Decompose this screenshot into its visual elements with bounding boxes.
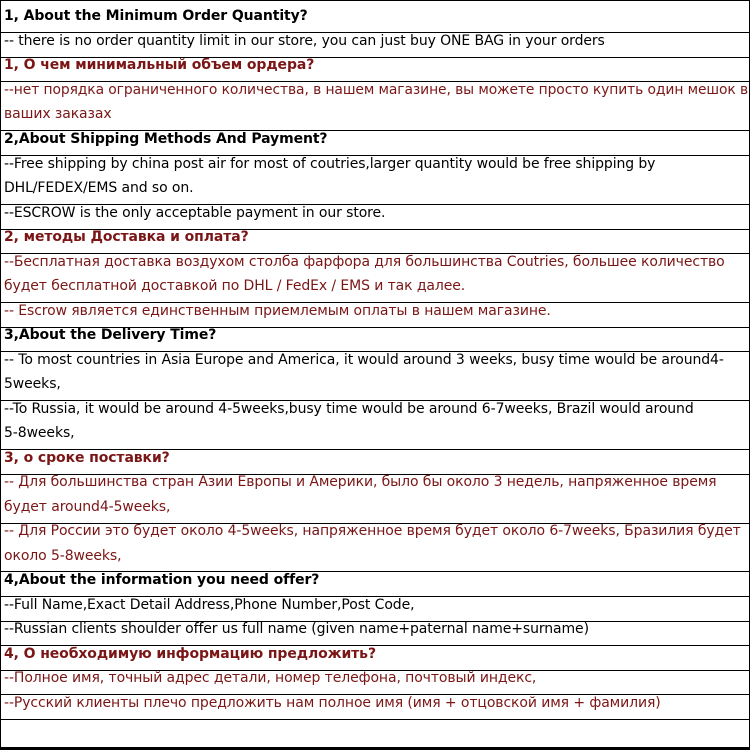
faq-row xyxy=(1,695,749,720)
faq-row xyxy=(1,352,749,401)
section-heading: 2, методы Доставка и оплата? xyxy=(4,229,249,245)
faq-row xyxy=(1,475,749,524)
faq-row xyxy=(1,254,749,303)
faq-row xyxy=(1,1,749,33)
paragraph-line: --Бесплатная доставка воздухом столба фарфора для большинства Coutries, большее количество xyxy=(4,254,725,270)
paragraph-line: --Полное имя, точный адрес детали, номер телефона, почтовый индекс, xyxy=(4,670,537,686)
paragraph-line: --Free shipping by china post air for most of coutries,larger quantity would be free shipping by xyxy=(4,156,656,172)
paragraph-line: ваших заказах xyxy=(4,106,112,122)
section-heading: 1, About the Minimum Order Quantity? xyxy=(4,8,308,24)
paragraph-line: --To Russia, it would be around 4-5weeks,busy time would be around 6-7weeks, Brazil would around xyxy=(4,401,694,417)
paragraph-line: --нет порядка ограниченного количества, в нашем магазине, вы можете просто купить один мешок в xyxy=(4,82,749,98)
paragraph-line: -- To most countries in Asia Europe and America, it would around 3 weeks, busy time would be around4- xyxy=(4,352,724,368)
faq-row xyxy=(1,33,749,58)
paragraph-line: -- there is no order quantity limit in our store, you can just buy ONE BAG in your orders xyxy=(4,33,605,49)
faq-row xyxy=(1,572,749,597)
faq-row xyxy=(1,646,749,671)
section-heading: 1, О чем минимальный объем ордера? xyxy=(4,57,315,73)
faq-row xyxy=(1,82,749,131)
faq-row xyxy=(1,597,749,622)
faq-row xyxy=(1,622,749,646)
paragraph-line: 5weeks, xyxy=(4,376,61,392)
paragraph-line: --Русский клиенты плечо предложить нам полное имя (имя + отцовской имя + фамилия) xyxy=(4,695,661,711)
faq-row xyxy=(1,131,749,156)
section-heading: 3, о сроке поставки? xyxy=(4,450,170,466)
faq-row xyxy=(1,205,749,230)
paragraph-line: --Full Name,Exact Detail Address,Phone Number,Post Code, xyxy=(4,597,415,613)
paragraph-line: --Russian clients shoulder offer us full name (given name+paternal name+surname) xyxy=(4,621,589,637)
faq-row xyxy=(1,524,749,572)
paragraph-line: около 5-8weeks, xyxy=(4,548,122,564)
paragraph-line: DHL/FEDEX/EMS and so on. xyxy=(4,180,194,196)
section-heading: 4, О необходимую информацию предложить? xyxy=(4,646,376,662)
faq-row xyxy=(1,450,749,475)
paragraph-line: -- Escrow является единственным приемлемым оплаты в нашем магазине. xyxy=(4,303,551,319)
section-heading: 2,About Shipping Methods And Payment? xyxy=(4,131,328,147)
paragraph-line: будет around4-5weeks, xyxy=(4,499,171,515)
faq-row xyxy=(1,671,749,695)
section-heading: 4,About the information you need offer? xyxy=(4,572,320,588)
faq-row xyxy=(1,156,749,205)
faq-row xyxy=(1,303,749,328)
paragraph-line: --ESCROW is the only acceptable payment in our store. xyxy=(4,205,386,221)
faq-row xyxy=(1,230,749,254)
paragraph-line: -- Для большинства стран Азии Европы и Америки, было бы около 3 недель, напряженное время xyxy=(4,474,717,490)
paragraph-line: 5-8weeks, xyxy=(4,425,75,441)
section-heading: 3,About the Delivery Time? xyxy=(4,327,217,343)
faq-row xyxy=(1,58,749,82)
faq-row xyxy=(1,401,749,450)
paragraph-line: -- Для России это будет около 4-5weeks, напряженное время будет около 6-7weeks, Бразилия будет xyxy=(4,523,741,539)
paragraph-line: будет бесплатной доставкой по DHL / FedEx / EMS и так далее. xyxy=(4,278,466,294)
faq-row xyxy=(1,328,749,352)
